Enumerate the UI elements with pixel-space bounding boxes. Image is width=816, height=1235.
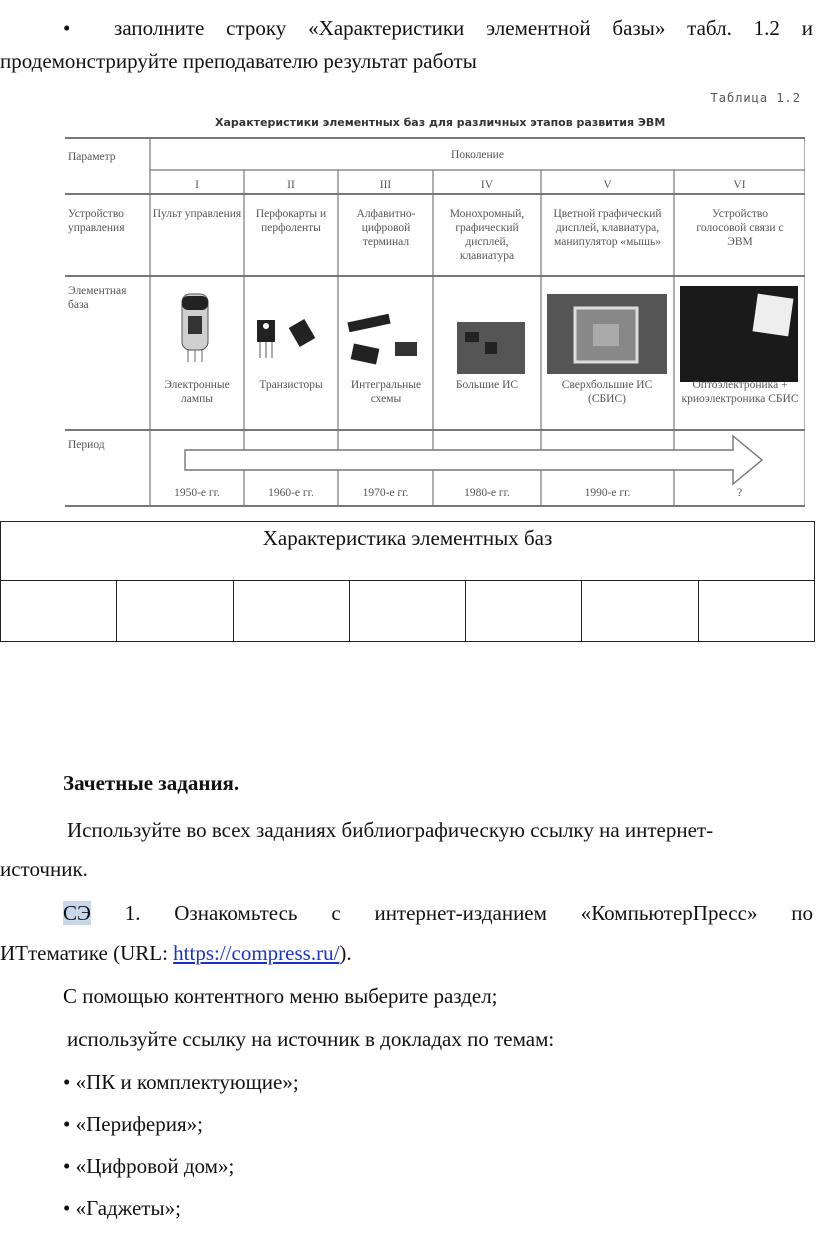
table-cell[interactable] bbox=[699, 581, 814, 641]
section-heading: Зачетные задания. bbox=[63, 771, 240, 795]
scanned-table-figure bbox=[65, 88, 805, 508]
characteristic-table bbox=[0, 521, 816, 642]
topic-item: • «Гаджеты»; bbox=[63, 1196, 181, 1220]
element-base-cell: Электронные лампы bbox=[164, 379, 230, 405]
control-cell: Цветной графический дисплей, клавиатура, манипулятор «мышь» bbox=[553, 208, 662, 248]
topics-intro: используйте ссылку на источник в докладах по темам: bbox=[67, 1027, 555, 1051]
element-base-cell: Интегральные схемы bbox=[350, 379, 422, 405]
control-cell: Алфавитно-цифровой терминал bbox=[356, 208, 416, 248]
control-cell: Пульт управления bbox=[152, 208, 242, 220]
bullet: • bbox=[63, 16, 71, 40]
topic-item: • «Периферия»; bbox=[63, 1112, 203, 1136]
generation-iii: III bbox=[379, 179, 392, 191]
table-cell[interactable] bbox=[466, 581, 582, 641]
generation-iv: IV bbox=[480, 179, 494, 191]
element-base-cell: Большие ИС bbox=[455, 379, 519, 391]
table-cell[interactable] bbox=[582, 581, 698, 641]
intro-text-1: заполните строку «Характеристики элементной базы» табл. 1.2 и bbox=[114, 16, 813, 40]
generation-vi: VI bbox=[733, 179, 746, 191]
task-text: 1. Ознакомьтесь с интернет-изданием «КомпьютерПресс» по bbox=[124, 901, 814, 925]
table-caption: Таблица 1.2 bbox=[710, 91, 801, 105]
table-cell[interactable] bbox=[117, 581, 233, 641]
generation-ii: II bbox=[287, 179, 295, 191]
table-cell[interactable] bbox=[1, 581, 117, 641]
table-cell[interactable] bbox=[234, 581, 350, 641]
task-line-1 bbox=[63, 901, 813, 925]
control-cell: Монохромный, графический дисплей, клавиатура bbox=[449, 208, 525, 262]
intro-line-2: продемонстрируйте преподавателю результат работы bbox=[0, 49, 477, 73]
period-cell: ? bbox=[736, 487, 743, 499]
row-label-element-base: Элементная база bbox=[68, 285, 127, 311]
task-tag: СЭ bbox=[63, 901, 91, 925]
row-label-control: Устройство управления bbox=[68, 208, 125, 234]
intro-line-1 bbox=[63, 16, 813, 40]
period-cell: 1990-е гг. bbox=[584, 487, 631, 499]
lsi-board-image bbox=[457, 322, 525, 374]
vacuum-tube-image bbox=[182, 294, 208, 362]
param-header: Параметр bbox=[68, 151, 116, 163]
row-label-period: Период bbox=[68, 439, 105, 451]
task-suffix: ). bbox=[339, 941, 352, 965]
timeline-arrow bbox=[185, 436, 762, 484]
period-cell: 1950-е гг. bbox=[174, 487, 220, 499]
characteristic-title: Характеристика элементных баз bbox=[262, 526, 553, 550]
control-cell: Перфокарты и перфоленты bbox=[255, 208, 327, 234]
transistors-image bbox=[257, 319, 315, 358]
note-line-1: Используйте во всех заданиях библиографическую ссылку на интернет- bbox=[67, 818, 714, 842]
generation-i: I bbox=[195, 179, 199, 191]
table-title: Характеристики элементных баз для различных этапов развития ЭВМ bbox=[215, 116, 666, 129]
table-cell[interactable] bbox=[350, 581, 466, 641]
compress-link[interactable]: https://compress.ru/ bbox=[173, 941, 340, 965]
characteristic-header-cell[interactable] bbox=[0, 521, 815, 580]
control-cell: Устройство голосовой связи с ЭВМ bbox=[696, 208, 784, 248]
task-prefix: ИТтематике (URL: bbox=[0, 941, 174, 965]
characteristic-row bbox=[0, 580, 815, 642]
task-line-2 bbox=[0, 941, 352, 965]
element-base-cell: Сверхбольшие ИС (СБИС) bbox=[561, 379, 653, 405]
menu-line: С помощью контентного меню выберите раздел; bbox=[63, 984, 498, 1008]
element-base-cell: Транзисторы bbox=[259, 379, 323, 391]
generation-v: V bbox=[603, 179, 612, 191]
period-cell: 1970-е гг. bbox=[362, 487, 409, 499]
topic-item: • «Цифровой дом»; bbox=[63, 1154, 235, 1178]
generation-header: Поколение bbox=[451, 149, 504, 161]
period-cell: 1960-е гг. bbox=[268, 487, 314, 499]
integrated-circuits-image bbox=[347, 314, 417, 365]
period-cell: 1980-е гг. bbox=[464, 487, 510, 499]
note-line-2: источник. bbox=[0, 857, 88, 881]
topic-item: • «ПК и комплектующие»; bbox=[63, 1070, 299, 1094]
element-base-cell: Оптоэлектроника + криоэлектроника СБИС bbox=[681, 379, 799, 405]
